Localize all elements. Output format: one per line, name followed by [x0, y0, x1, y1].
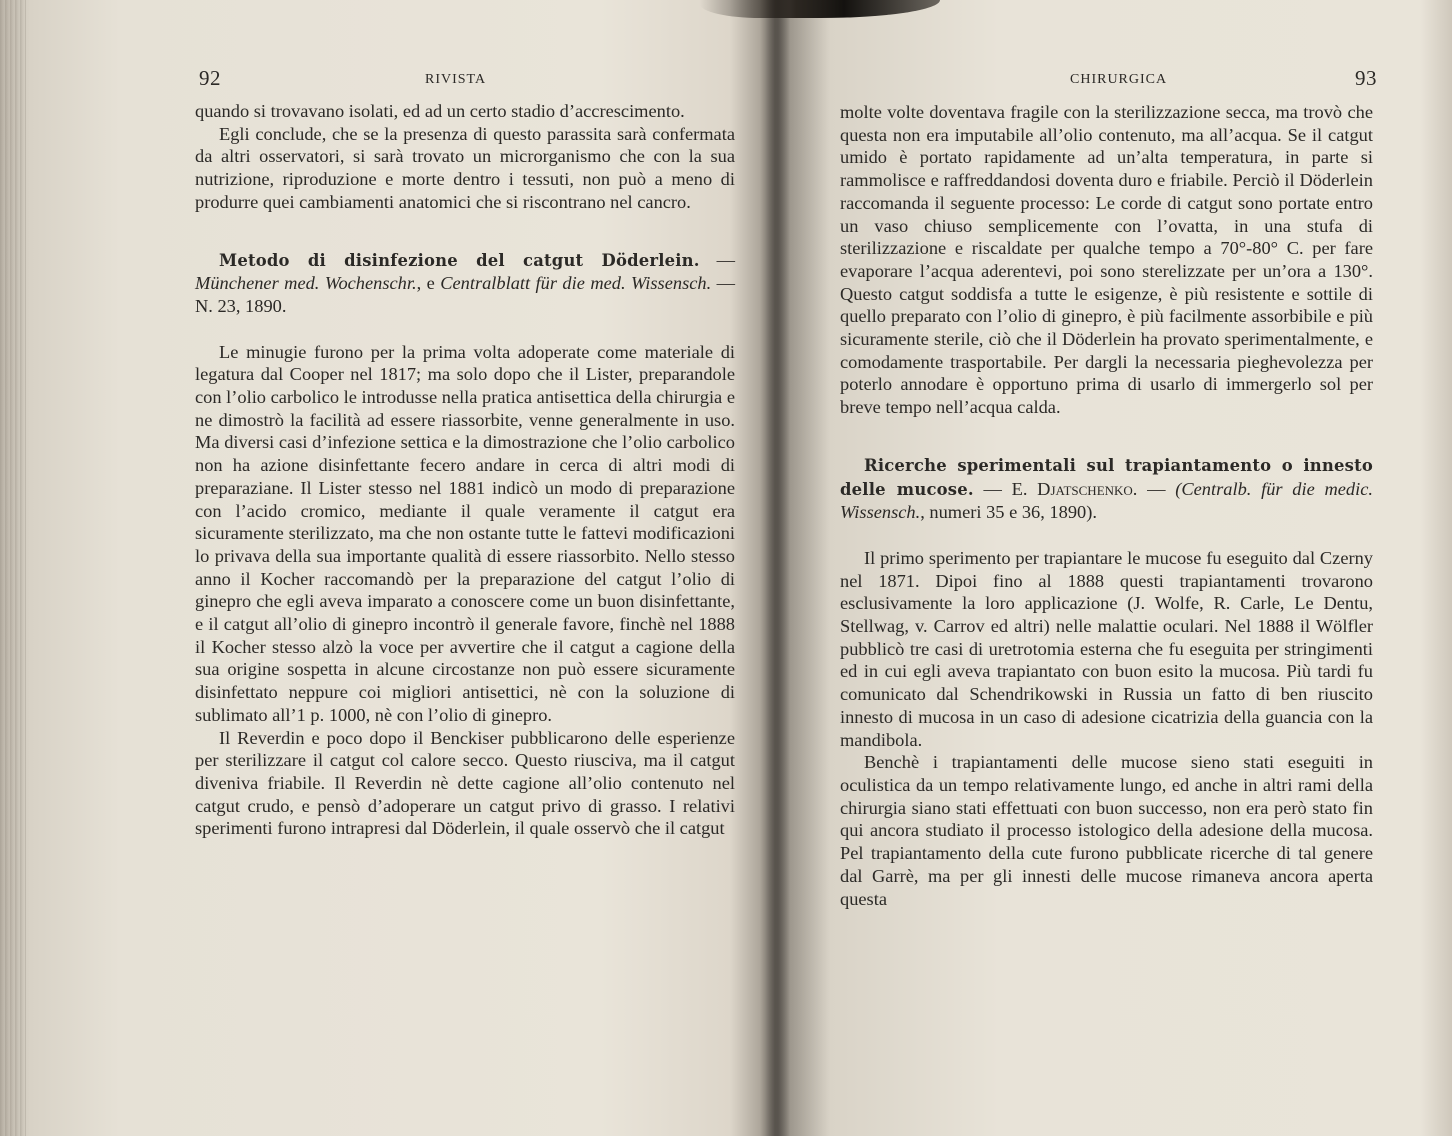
left-paragraph-2: Egli conclude, che se la presenza di questo parassita sarà confermata da altri osservatori, si sarà trovato un microrganismo che con la sua nutrizione, riproduzione e morte dentro i tessuti, non può a meno di produrre quei cambiamenti anatomici che si riscontrano nel cancro.	[195, 123, 735, 212]
right-section-heading: Ricerche sperimentali sul trapiantamento o innesto delle mucose. — E. Djatschenko. — (Centralb. für die medic. Wissensch., numeri 35 e 36, 1890).	[840, 455, 1373, 523]
journal-name: Münchener med. Wochenschr.	[195, 273, 417, 294]
author-name: Djatschenko	[1037, 478, 1133, 499]
left-paragraph-1: quando si trovavano isolati, ed ad un certo stadio d’accrescimento.	[195, 101, 685, 121]
left-paragraph-3: Le minugie furono per la prima volta adoperate come materiale di legatura dal Cooper nel 1817; ma solo dopo che il Lister, preparandole con l’olio carbolico le introdusse nella pratica antisettica della chirurgia e ne dimostrò la facilità ad essere riassorbite, venne generalmente in uso. Ma diversi casi d’infezione settica e la dimostrazione che l’olio carbolico non ha azione disinfettante fecero andare in cerca di altri modi di preparaziane. Il Lister stesso nel 1881 indicò un modo di preparazione con l’acido cromico, mediante il quale veramente il catgut era sicuramente sterilizzato, ma che non ostante tutte le fattevi modificazioni lo privava della sua importante qualità di essere riassorbito. Nello stesso anno il Kocher raccomandò per la preparazione del catgut l’olio di ginepro che egli aveva imparato a conoscere come un buon disinfettante, e il catgut all’olio di ginepro incontrò il generale favore, finchè nel 1888 il Kocher stesso alzò la voce per avvertire che il catgut a cagione della sua origine sospetta in alcune circostanze non può essere sicuramente disinfettato neppure coi migliori antisettici, nè con la soluzione di sublimato all’1 p. 1000, nè con l’olio di ginepro.	[195, 341, 735, 725]
left-paragraph-4: Il Reverdin e poco dopo il Benckiser pubblicarono delle esperienze per sterilizzare il catgut col calore secco. Questo riusciva, ma il catgut diveniva friabile. Il Reverdin nè dette cagione all’olio contenuto nel catgut crudo, e pensò d’adoperare un catgut privo di grasso. I relativi sperimenti furono intrapresi dal Döderlein, il quale osservò che il catgut	[195, 727, 735, 839]
reference-number: — N. 23, 1890.	[195, 273, 735, 316]
right-page	[840, 0, 1377, 1136]
right-page-number: 93	[1355, 66, 1377, 90]
left-running-head	[195, 66, 735, 96]
section-title: Ricerche sperimentali sul trapiantamento o innesto delle mucose.	[840, 455, 1373, 499]
right-paragraph-2: Il primo sperimento per trapiantare le mucose fu eseguito dal Czerny nel 1871. Dipoi fino al 1888 questi trapiantamenti trovarono esclusivamente la loro applicazione (J. Wolfe, R. Carle, Le Dentu, Stellwag, v. Carrov ed altri) nelle malattie oculari. Nel 1888 il Wölfler pubblicò tre casi di uretrotomia esterna che fu eseguita per stringimenti ed in cui egli aveva trapiantato con buon esito la mucosa. Più tardi fu comunicato dal Schendrikowski in Russia un fatto di ben riuscito innesto di mucosa in un caso di adesione cicatrizia della guancia con la mandibola.	[840, 547, 1373, 750]
left-page-body	[195, 100, 735, 840]
right-paragraph-3: Benchè i trapiantamenti delle mucose sieno stati eseguiti in oculistica da un tempo relativamente lungo, ed anche in altri rami della chirurgia siano stati effettuati con buon successo, non era però stato fin qui ancora studiato il processo istologico della adesione della mucosa. Pel trapiantamento della cute furono pubblicate ricerche di tal genere dal Garrè, ma per gli innesti delle mucose rimaneva ancora aperta questa	[840, 752, 1373, 909]
left-page-number: 92	[199, 66, 221, 90]
right-paragraph-1: molte volte doventava fragile con la sterilizzazione secca, ma trovò che questa non era imputabile all’olio contenuto, ma all’acqua. Se il catgut umido è portato rapidamente ad un’alta temperatura, in parte si rammolisce e raffreddandosi doventa duro e friabile. Perciò il Döderlein raccomanda il seguente processo: Le corde di catgut sono portate entro un vaso chiuso semplicemente con l’ovatta, in una stufa di sterilizzazione e riscaldate per qualche tempo a 70°-80° C. per fare evaporare l’acqua aderentevi, poi sono sterelizzate per un’ora a 130°. Questo catgut soddisfa a tutte le esigenze, è più resistente e sottile di quello preparato con l’olio di ginepro, è più facilmente assorbibile e più sicuramente sterile, ciò che il Döderlein ha provato sperimentalmente, e comodamente trasportabile. Per dargli la necessaria pieghevolezza per poterlo annodare è opportuno prima di usarlo di immergerlo sol per breve tempo nell’acqua calda.	[840, 102, 1373, 418]
right-running-title: CHIRURGICA	[1070, 72, 1168, 87]
right-page-body	[840, 101, 1373, 910]
page-edges	[0, 0, 26, 1136]
left-section-heading: Metodo di disinfezione del catgut Döderlein. — Münchener med. Wochenschr., e Centralblatt für die med. Wissensch. — N. 23, 1890.	[195, 249, 735, 316]
right-running-head	[840, 66, 1377, 96]
journal-name: (Centralb. für die medic. Wissensch.	[840, 478, 1373, 523]
left-page	[195, 0, 735, 1136]
journal-name-2: Centralblatt für die med. Wissensch.	[440, 273, 712, 294]
reference-number: , numeri 35 e 36, 1890).	[920, 502, 1097, 523]
book-gutter	[760, 0, 790, 1136]
left-running-title: RIVISTA	[425, 72, 487, 87]
section-title: Metodo di disinfezione del catgut Döderlein.	[219, 250, 700, 270]
